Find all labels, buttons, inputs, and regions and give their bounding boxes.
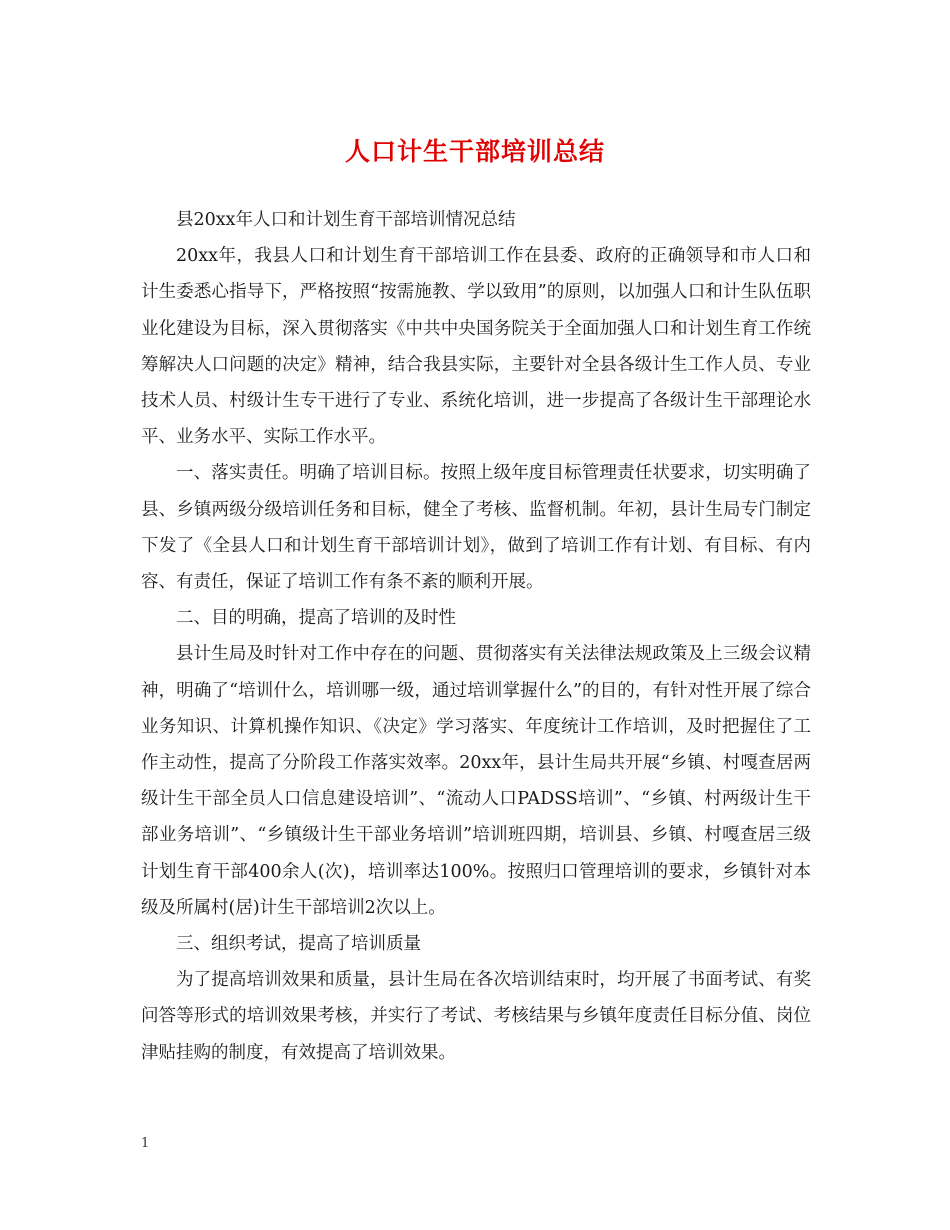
paragraph-section-one: 一、落实责任。明确了培训目标。按照上级年度目标管理责任状要求，切实明确了县、乡镇两级分级培训任务和目标，健全了考核、监督机制。年初，县计生局专门制定下发了《全县人口和计划生育干部培训计划》，做到了培训工作有计划、有目标、有内容、有责任，保证了培训工作有条不紊的顺利开展。 xyxy=(141,463,811,593)
document-title: 人口计生干部培训总结 xyxy=(344,137,605,166)
paragraph-section-two: 县计生局及时针对工作中存在的问题、贯彻落实有关法律法规政策及上三级会议精神，明确了“培训什么，培训哪一级，通过培训掌握什么”的目的，有针对性开展了综合业务知识、计算机操作知识、《决定》学习落实、年度统计工作培训，及时把握住了工作主动性，提高了分阶段工作落实效率。20xx年，县计生局共开展“乡镇、村嘎查居两级计生干部全员人口信息建设培训”、“流动人口PADSS培训”、“乡镇、村两级计生干部业务培训”、“乡镇级计生干部业务培训”培训班四期，培训县、乡镇、村嘎查居三级计划生育干部400余人(次)，培训率达100%。按照归口管理培训的要求，乡镇针对本级及所属村(居)计生干部培训2次以上。 xyxy=(141,644,811,918)
section-heading-two: 二、目的明确，提高了培训的及时性 xyxy=(176,608,456,629)
paragraph-intro: 20xx年，我县人口和计划生育干部培训工作在县委、政府的正确领导和市人口和计生委悉心指导下，严格按照“按需施教、学以致用”的原则，以加强人口和计生队伍职业化建设为目标，深入贯彻落实《中共中央国务院关于全面加强人口和计划生育工作统筹解决人口问题的决定》精神，结合我县实际，主要针对全县各级计生工作人员、专业技术人员、村级计生专干进行了专业、系统化培训，进一步提高了各级计生干部理论水平、业务水平、实际工作水平。 xyxy=(141,246,811,448)
page-number: 1 xyxy=(141,1136,150,1151)
section-heading-three: 三、组织考试，提高了培训质量 xyxy=(176,934,421,955)
document-body xyxy=(141,202,811,1071)
paragraph-subtitle: 县20xx年人口和计划生育干部培训情况总结 xyxy=(176,210,516,230)
paragraph-section-three: 为了提高培训效果和质量，县计生局在各次培训结束时，均开展了书面考试、有奖问答等形式的培训效果考核，并实行了考试、考核结果与乡镇年度责任目标分值、岗位津贴挂购的制度，有效提高了培训效果。 xyxy=(141,970,811,1063)
